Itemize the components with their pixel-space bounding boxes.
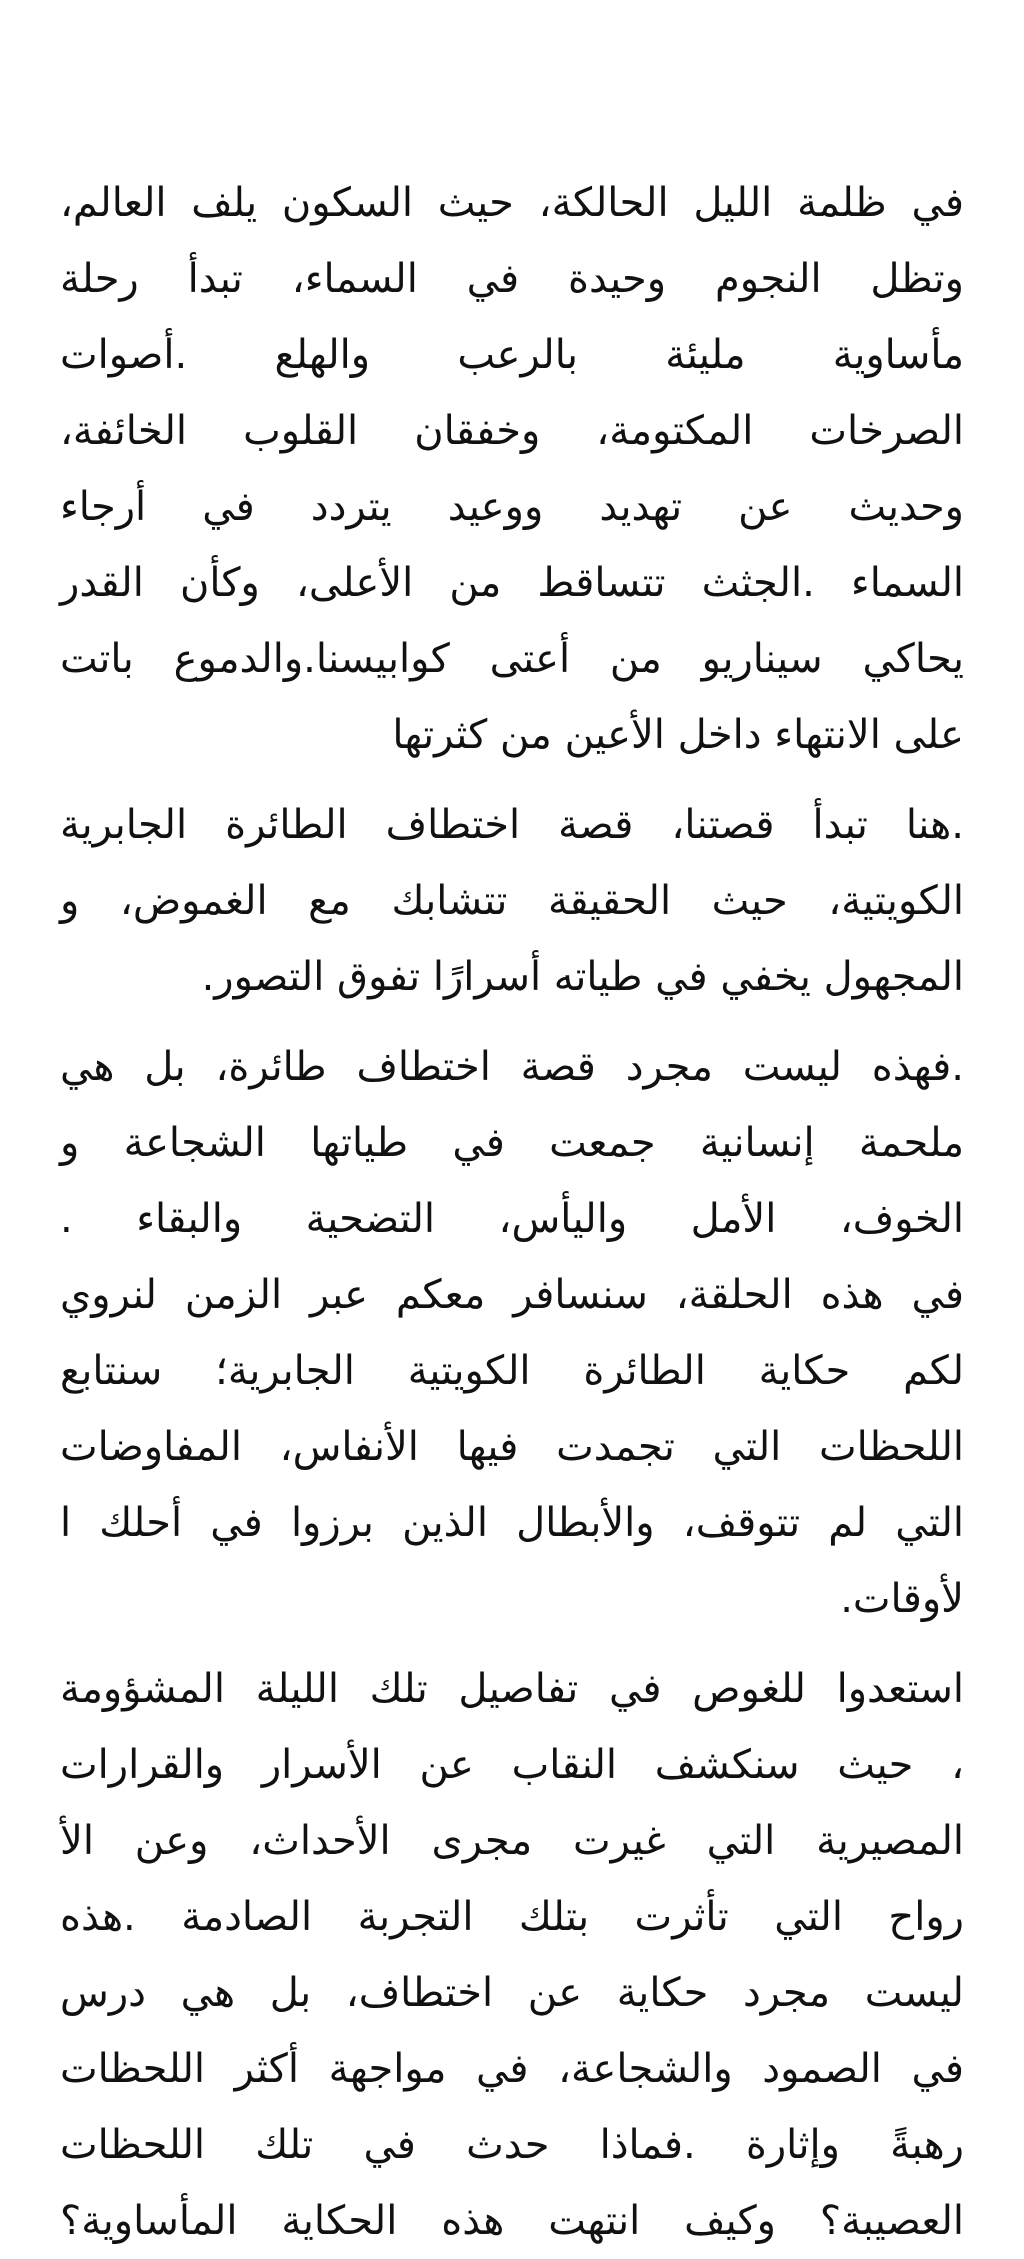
text-line: على الانتهاء داخل الأعين من كثرتها xyxy=(392,712,964,758)
text-line: .هنا تبدأ قصتنا، قصة اختطاف الطائرة الجابرية xyxy=(60,802,964,848)
text-line: مأساوية مليئة بالرعب والهلع .أصوات xyxy=(60,332,964,378)
text-line: رواح التي تأثرت بتلك التجربة الصادمة .هذه xyxy=(60,1894,964,1940)
text-line: المجهول يخفي في طياته أسرارًا تفوق التصور. xyxy=(201,954,964,1000)
text-line: لكم حكاية الطائرة الكويتية الجابرية؛ سنتابع xyxy=(60,1348,964,1394)
text-line: لأوقات. xyxy=(840,1576,964,1622)
text-line: المصيرية التي غيرت مجرى الأحداث، وعن الأ xyxy=(60,1818,964,1864)
text-line: ملحمة إنسانية جمعت في طياتها الشجاعة و xyxy=(60,1120,964,1166)
text-line: الكويتية، حيث الحقيقة تتشابك مع الغموض، و xyxy=(60,878,964,924)
text-line: في ظلمة الليل الحالكة، حيث السكون يلف العالم، xyxy=(60,180,964,226)
text-line: وتظل النجوم وحيدة في السماء، تبدأ رحلة xyxy=(60,256,964,302)
text-line: الخوف، الأمل واليأس، التضحية والبقاء . xyxy=(60,1196,964,1242)
text-line: العصيبة؟ وكيف انتهت هذه الحكاية المأساوية؟ xyxy=(60,2198,964,2244)
text-line: في الصمود والشجاعة، في مواجهة أكثر اللحظات xyxy=(60,2046,964,2092)
text-line: وحديث عن تهديد ووعيد يتردد في أرجاء xyxy=(60,484,964,530)
text-line: اللحظات التي تجمدت فيها الأنفاس، المفاوضات xyxy=(60,1424,964,1470)
text-line: في هذه الحلقة، سنسافر معكم عبر الزمن لنروي xyxy=(60,1272,964,1318)
text-line: السماء .الجثث تتساقط من الأعلى، وكأن القدر xyxy=(60,560,964,606)
text-line: .فهذه ليست مجرد قصة اختطاف طائرة، بل هي xyxy=(60,1044,964,1090)
text-line: يحاكي سيناريو من أعتى كوابيسنا.والدموع باتت xyxy=(60,636,964,682)
text-line: ليست مجرد حكاية عن اختطاف، بل هي درس xyxy=(60,1970,964,2016)
text-line: التي لم تتوقف، والأبطال الذين برزوا في أحلك ا xyxy=(60,1500,964,1546)
text-line: رهبةً وإثارة .فماذا حدث في تلك اللحظات xyxy=(60,2122,964,2168)
text-line: ، حيث سنكشف النقاب عن الأسرار والقرارات xyxy=(60,1742,964,1788)
text-line: استعدوا للغوص في تفاصيل تلك الليلة المشؤومة xyxy=(60,1666,964,1712)
text-line: الصرخات المكتومة، وخفقان القلوب الخائفة، xyxy=(60,408,964,454)
